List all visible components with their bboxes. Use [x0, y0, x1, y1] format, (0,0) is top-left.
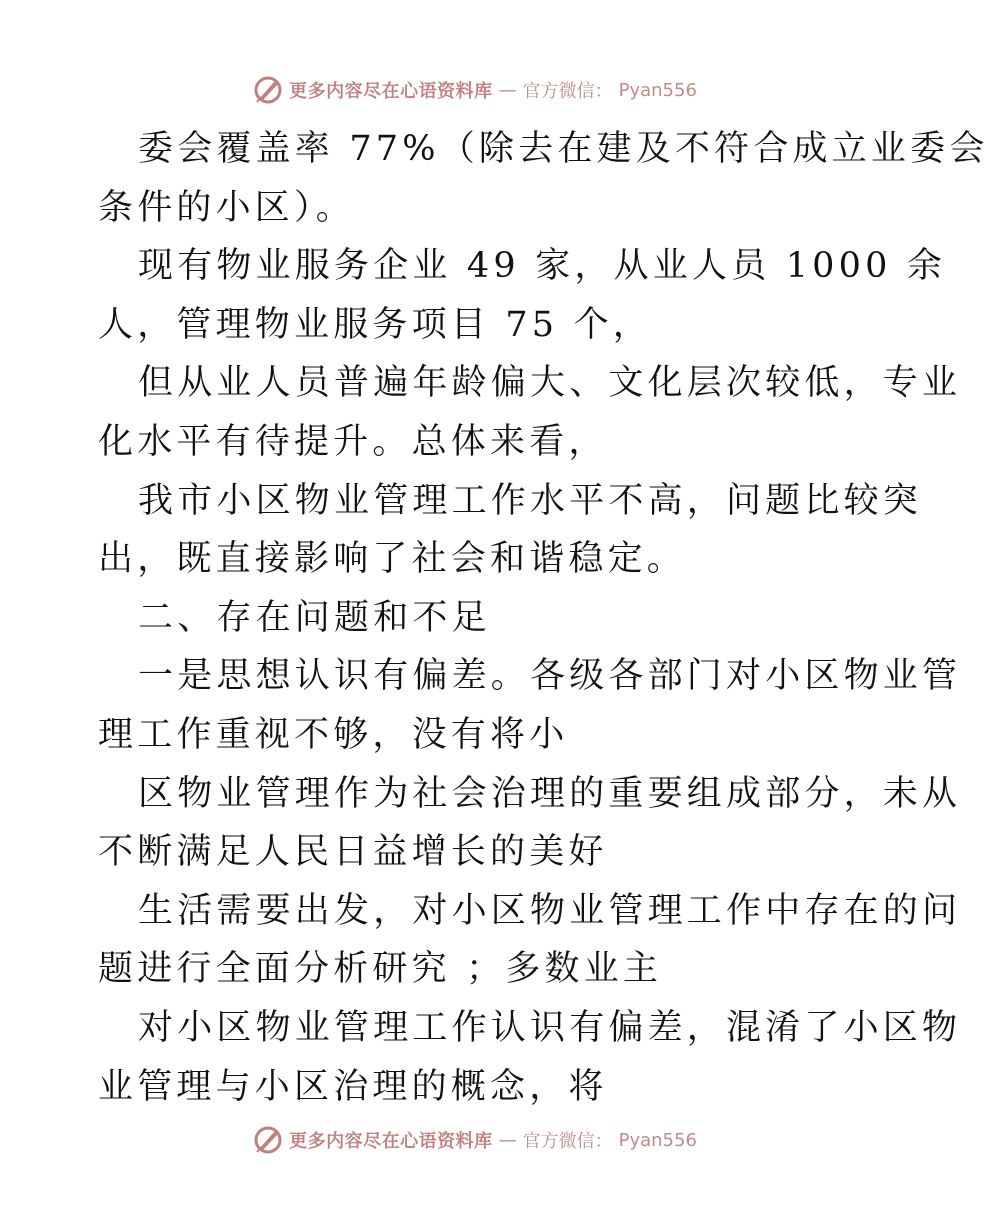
quill-pen-circle-icon: [253, 75, 283, 105]
body-line: 条件的小区）。: [98, 187, 355, 228]
watermark-separator: —: [498, 79, 517, 101]
body-line: 我市小区物业管理工作水平不高，问题比较突: [138, 480, 923, 521]
body-line: 对小区物业管理工作认识有偏差，混淆了小区物: [138, 1007, 962, 1048]
body-line: 现有物业服务企业 49 家，从业人员 1000 余: [138, 246, 947, 287]
quill-pen-circle-icon: [253, 1125, 283, 1155]
body-line: 业管理与小区治理的概念，将: [98, 1066, 608, 1107]
body-line: 人，管理物业服务项目 75 个，: [98, 304, 652, 345]
body-line: 委会覆盖率 77%（除去在建及不符合成立业委会: [138, 129, 989, 169]
watermark-site-text: 更多内容尽在心语资料库: [289, 81, 493, 102]
body-line: 化水平有待提升。总体来看，: [98, 421, 608, 462]
watermark-contact-label: 官方微信：: [522, 1131, 613, 1152]
watermark-contact-label: 官方微信：: [522, 81, 613, 102]
document-body: [98, 120, 989, 1116]
footer-watermark: [0, 1120, 950, 1160]
watermark-contact-id: Pyan556: [618, 1129, 697, 1151]
section-heading: 二、存在问题和不足: [138, 597, 491, 638]
watermark-site-text: 更多内容尽在心语资料库: [289, 1131, 493, 1152]
body-line: 理工作重视不够，没有将小: [98, 714, 569, 755]
body-line: 题进行全面分析研究 ；多数业主: [98, 949, 663, 990]
watermark-contact-id: Pyan556: [618, 79, 697, 101]
body-line: 一是思想认识有偏差。各级各部门对小区物业管: [138, 656, 962, 697]
body-line: 生活需要出发，对小区物业管理工作中存在的问: [138, 890, 962, 931]
body-line: 区物业管理作为社会治理的重要组成部分，未从: [138, 773, 962, 814]
body-line: 出，既直接影响了社会和谐稳定。: [98, 539, 687, 580]
header-watermark: [0, 70, 950, 110]
body-line: 不断满足人民日益增长的美好: [98, 832, 608, 873]
watermark-separator: —: [498, 1129, 517, 1151]
body-line: 但从业人员普遍年龄偏大、文化层次较低，专业: [138, 363, 962, 404]
